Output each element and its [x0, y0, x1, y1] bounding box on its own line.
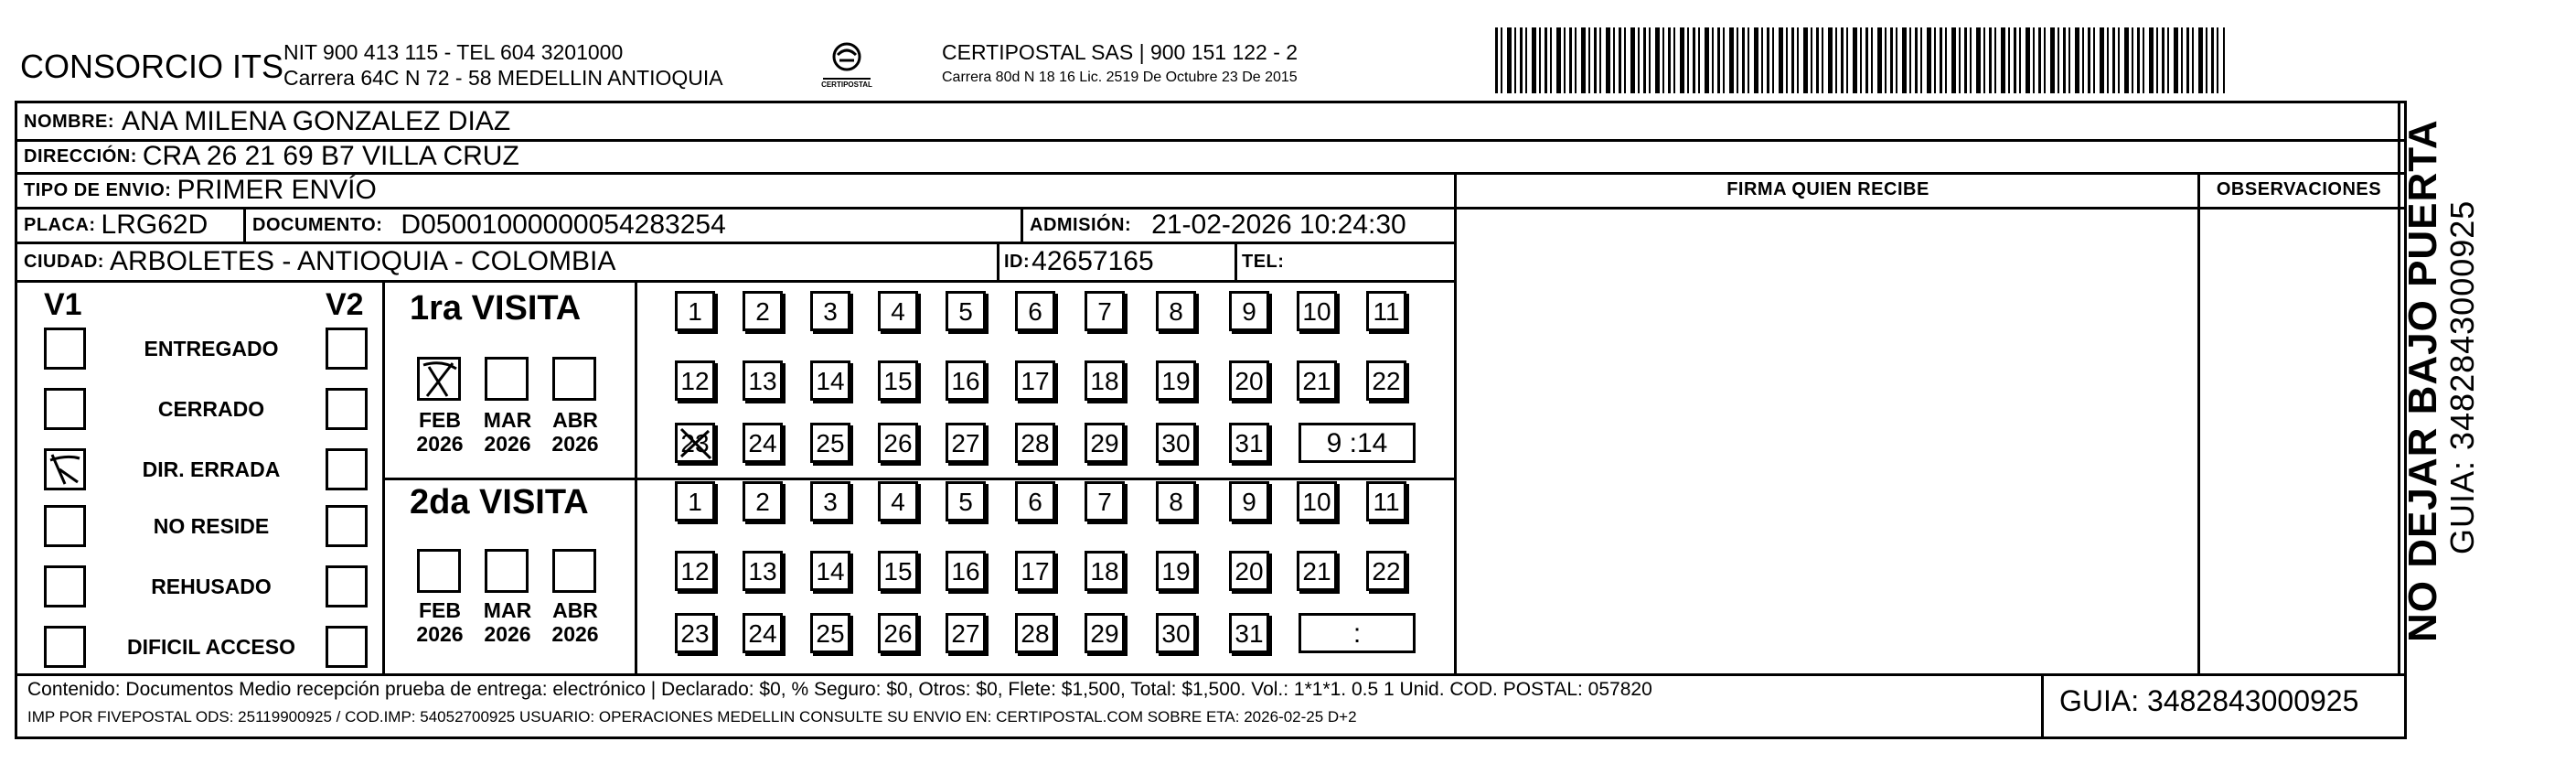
status-label: ENTREGADO: [144, 337, 279, 360]
day-box[interactable]: 15: [878, 551, 918, 591]
month-label: MAR: [483, 598, 532, 622]
tel-row: [1242, 244, 1289, 279]
tipo-label: TIPO DE ENVIO:: [24, 179, 172, 200]
documento-value: D05001000000054283254: [401, 210, 726, 240]
ciudad-value: ARBOLETES - ANTIOQUIA - COLOMBIA: [109, 246, 616, 276]
day-box[interactable]: 26: [878, 613, 918, 653]
direccion-row: [24, 140, 519, 173]
placa-label: PLACA:: [24, 214, 96, 235]
day-box[interactable]: 10: [1297, 481, 1337, 521]
day-box[interactable]: 8: [1156, 291, 1196, 331]
day-mark: [678, 425, 714, 462]
firma-header: FIRMA QUIEN RECIBE: [1726, 179, 1929, 199]
day-box[interactable]: 16: [946, 551, 986, 591]
month-label: MAR: [483, 408, 532, 432]
day-box[interactable]: 27: [946, 613, 986, 653]
documento-row: [252, 209, 726, 242]
day-box[interactable]: 1: [675, 291, 715, 331]
day-box[interactable]: 11: [1366, 481, 1406, 521]
admision-row: [1030, 209, 1406, 242]
certipostal-sub: Carrera 80d N 18 16 Lic. 2519 De Octubre 23 De 2015: [942, 70, 1298, 85]
month-label: FEB: [419, 598, 461, 622]
day-box[interactable]: 6: [1015, 481, 1055, 521]
v1-checkbox[interactable]: [44, 626, 86, 668]
day-box[interactable]: 11: [1366, 291, 1406, 331]
day-box[interactable]: 5: [946, 481, 986, 521]
placa-value: LRG62D: [101, 210, 208, 240]
status-label: DIFICIL ACCESO: [126, 635, 295, 659]
v1-header: V1: [44, 287, 82, 322]
company-name: CONSORCIO ITS: [20, 48, 284, 85]
tel-label: TEL:: [1242, 251, 1285, 272]
day-box[interactable]: 31: [1229, 613, 1269, 653]
day-box[interactable]: 4: [878, 481, 918, 521]
day-box[interactable]: 2: [743, 291, 783, 331]
day-box[interactable]: 30: [1156, 613, 1196, 653]
admision-label: ADMISIÓN:: [1030, 214, 1132, 235]
footer-line-1: Contenido: Documentos Medio recepción prueba de entrega: electrónico | Declarado: $0, % Seguro: $0, Otros: $0, Flete: $1,500, Total: $1,500. Vol.: 1*1*1. 0.5 1 Unid. COD. POSTAL: 057820: [27, 679, 1652, 700]
year-label: 2026: [484, 432, 531, 456]
day-box[interactable]: 10: [1297, 291, 1337, 331]
direccion-label: DIRECCIÓN:: [24, 145, 137, 167]
v2-checkbox[interactable]: [326, 328, 368, 370]
year-label: 2026: [416, 622, 464, 646]
v2-checkbox[interactable]: [326, 505, 368, 547]
id-label: ID:: [1004, 251, 1031, 272]
status-label: NO RESIDE: [153, 514, 270, 538]
day-box[interactable]: 27: [946, 423, 986, 463]
day-box[interactable]: 22: [1366, 360, 1406, 401]
nit-line: NIT 900 413 115 - TEL 604 3201000: [283, 40, 624, 64]
nombre-label: NOMBRE:: [24, 111, 115, 132]
ciudad-label: CIUDAD:: [24, 251, 104, 272]
nombre-row: [24, 104, 510, 139]
day-box[interactable]: 7: [1085, 291, 1125, 331]
day-box[interactable]: 7: [1085, 481, 1125, 521]
month-label: FEB: [419, 408, 461, 432]
day-box[interactable]: 20: [1229, 360, 1269, 401]
tipo-value: PRIMER ENVÍO: [176, 175, 377, 205]
status-label: CERRADO: [157, 397, 265, 421]
direccion-value: CRA 26 21 69 B7 VILLA CRUZ: [142, 141, 519, 171]
day-box[interactable]: 18: [1085, 551, 1125, 591]
day-box[interactable]: 22: [1366, 551, 1406, 591]
first-visit-title: 1ra VISITA: [410, 289, 582, 328]
admision-value: 21-02-2026 10:24:30: [1151, 210, 1406, 240]
day-box[interactable]: 17: [1015, 360, 1055, 401]
day-box[interactable]: 23: [675, 613, 715, 653]
barcode: [1495, 27, 2225, 93]
day-box[interactable]: 6: [1015, 291, 1055, 331]
day-box[interactable]: 20: [1229, 551, 1269, 591]
status-label: DIR. ERRADA: [142, 457, 281, 481]
day-box[interactable]: 15: [878, 360, 918, 401]
v1-checkbox[interactable]: [44, 565, 86, 607]
day-box[interactable]: 2: [743, 481, 783, 521]
status-label: REHUSADO: [151, 575, 272, 598]
day-box[interactable]: 9: [1229, 291, 1269, 331]
day-box[interactable]: 4: [878, 291, 918, 331]
certipostal-line: CERTIPOSTAL SAS | 900 151 122 - 2: [942, 40, 1299, 64]
day-box[interactable]: 8: [1156, 481, 1196, 521]
documento-label: DOCUMENTO:: [252, 214, 383, 235]
footer-line-2: IMP POR FIVEPOSTAL ODS: 25119900925 / COD.IMP: 54052700925 USUARIO: OPERACIONES MEDELLIN CONSULTE SU ENVIO EN: CERTIPOSTAL.COM SOBRE ETA: 2026-02-25 D+2: [27, 708, 1357, 726]
v1-checkbox[interactable]: [44, 448, 86, 490]
day-box[interactable]: 30: [1156, 423, 1196, 463]
year-label: 2026: [484, 622, 531, 646]
id-row: [1004, 244, 1154, 279]
day-box[interactable]: 19: [1156, 551, 1196, 591]
day-box[interactable]: 25: [810, 423, 850, 463]
day-box[interactable]: 24: [743, 423, 783, 463]
day-box[interactable]: 13: [743, 551, 783, 591]
v2-checkbox[interactable]: [326, 388, 368, 430]
v2-checkbox[interactable]: [326, 626, 368, 668]
side-guia: GUIA: 3482843000925: [2443, 199, 2481, 554]
day-box[interactable]: 9: [1229, 481, 1269, 521]
month-checkbox[interactable]: [485, 357, 529, 401]
v2-checkbox[interactable]: [326, 448, 368, 490]
month-checkbox[interactable]: [417, 357, 461, 401]
footer-guia: GUIA: 3482843000925: [2059, 684, 2359, 717]
month-label: ABR: [552, 598, 598, 622]
day-box[interactable]: 19: [1156, 360, 1196, 401]
second-visit-title: 2da VISITA: [410, 483, 589, 521]
first-visit-time[interactable]: 9 :14: [1299, 423, 1416, 463]
v2-checkbox[interactable]: [326, 565, 368, 607]
day-box[interactable]: 28: [1015, 423, 1055, 463]
year-label: 2026: [416, 432, 464, 456]
day-box[interactable]: 13: [743, 360, 783, 401]
ciudad-row: [24, 244, 615, 279]
month-checkbox[interactable]: [552, 357, 596, 401]
day-box[interactable]: 21: [1297, 360, 1337, 401]
day-box[interactable]: 18: [1085, 360, 1125, 401]
month-checkbox[interactable]: [552, 549, 596, 593]
id-value: 42657165: [1031, 246, 1154, 276]
day-box[interactable]: 28: [1015, 613, 1055, 653]
day-box[interactable]: 1: [675, 481, 715, 521]
day-box[interactable]: 25: [810, 613, 850, 653]
second-visit-time[interactable]: :: [1299, 613, 1416, 653]
observaciones-header: OBSERVACIONES: [2216, 179, 2382, 199]
v2-header: V2: [326, 287, 364, 322]
day-box[interactable]: 14: [810, 360, 850, 401]
placa-row: [24, 209, 208, 242]
tipo-row: [24, 174, 377, 207]
day-box[interactable]: 14: [810, 551, 850, 591]
day-box[interactable]: 12: [675, 360, 715, 401]
day-box[interactable]: 29: [1085, 423, 1125, 463]
nombre-value: ANA MILENA GONZALEZ DIAZ: [122, 106, 511, 136]
month-checkbox[interactable]: [417, 549, 461, 593]
day-box[interactable]: 17: [1015, 551, 1055, 591]
v1-checkbox[interactable]: [44, 328, 86, 370]
month-checkbox[interactable]: [485, 549, 529, 593]
year-label: 2026: [551, 622, 599, 646]
day-box[interactable]: 5: [946, 291, 986, 331]
day-box[interactable]: 21: [1297, 551, 1337, 591]
day-box[interactable]: 26: [878, 423, 918, 463]
side-warning: NO DEJAR BAJO PUERTA: [2400, 119, 2445, 642]
day-box[interactable]: 3: [810, 481, 850, 521]
day-box[interactable]: 24: [743, 613, 783, 653]
day-box[interactable]: 3: [810, 291, 850, 331]
year-label: 2026: [551, 432, 599, 456]
v1-checkbox[interactable]: [44, 388, 86, 430]
logo-text: CERTIPOSTAL: [821, 81, 872, 89]
day-box[interactable]: 12: [675, 551, 715, 591]
v1-checkbox[interactable]: [44, 505, 86, 547]
month-label: ABR: [552, 408, 598, 432]
address-line: Carrera 64C N 72 - 58 MEDELLIN ANTIOQUIA: [283, 66, 723, 90]
certipostal-logo: [810, 38, 883, 95]
day-box[interactable]: 31: [1229, 423, 1269, 463]
day-box[interactable]: 23: [675, 423, 715, 463]
day-box[interactable]: 29: [1085, 613, 1125, 653]
day-box[interactable]: 16: [946, 360, 986, 401]
